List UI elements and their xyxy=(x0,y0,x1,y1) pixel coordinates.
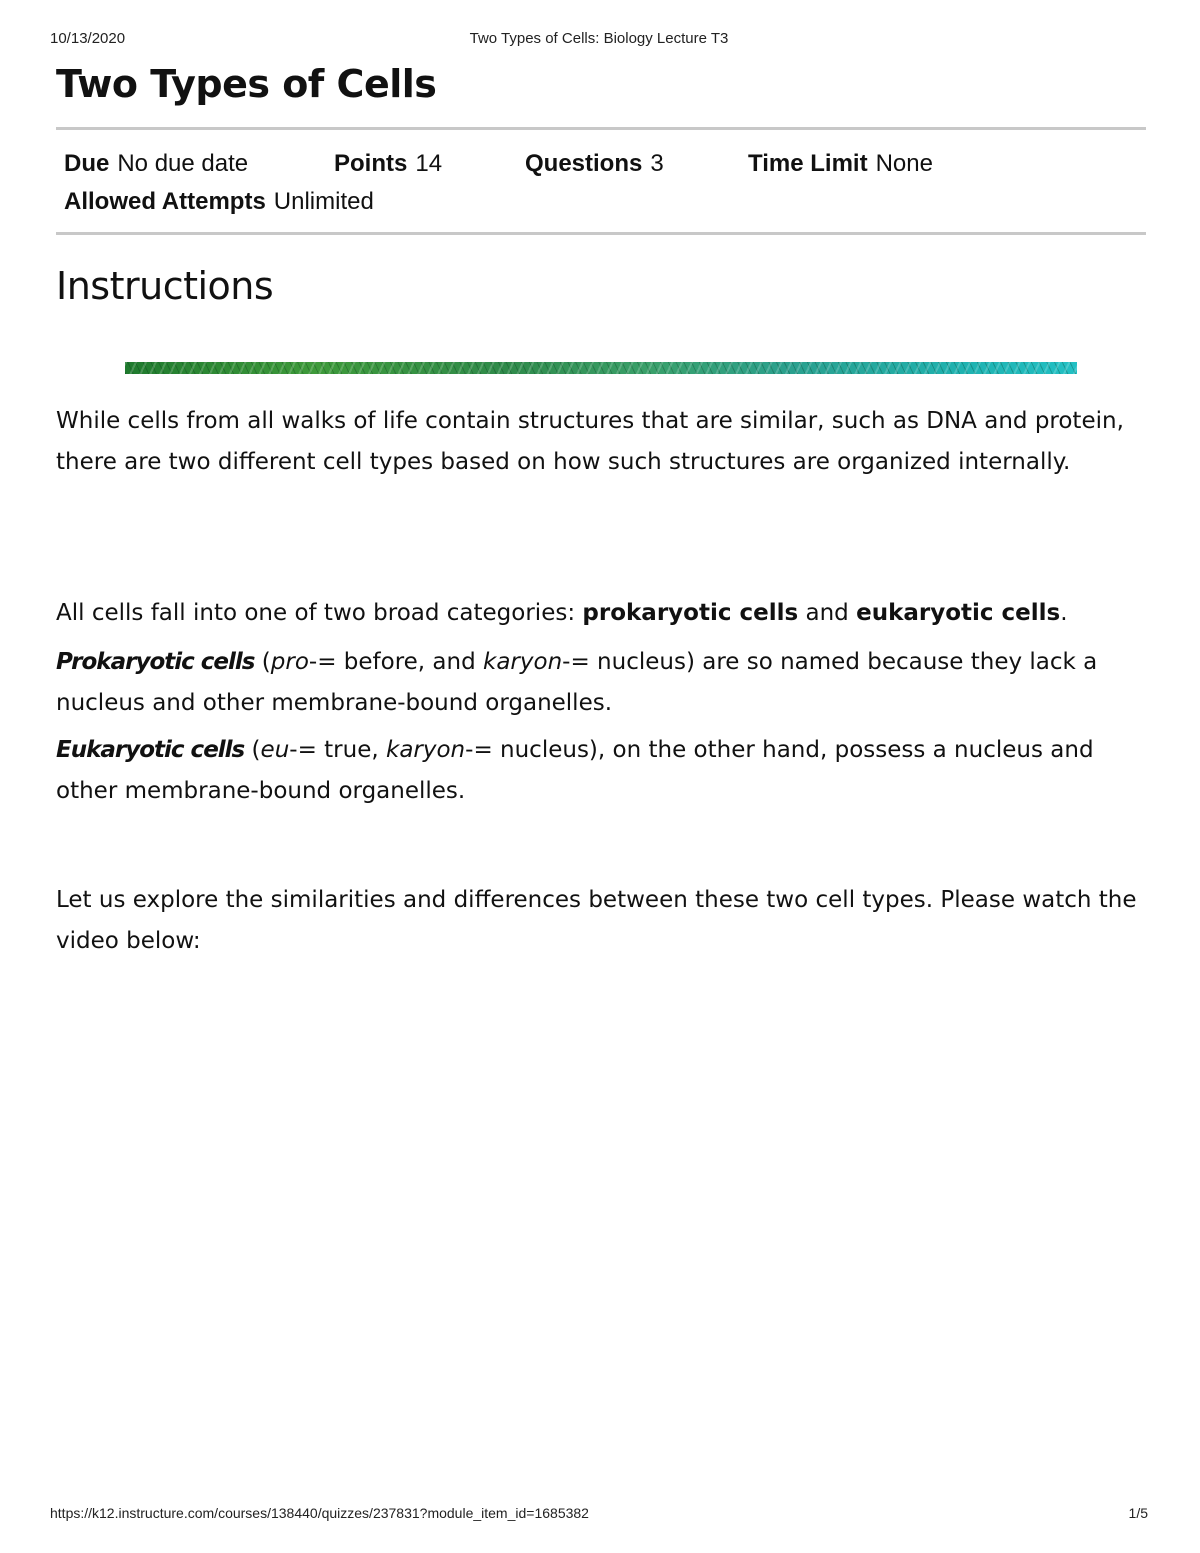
questions-label: Questions xyxy=(525,150,643,177)
prokaryotic-rest: -= nucleus) are so named because they lack a nucleus and other membrane-bound organelles. xyxy=(56,649,1098,716)
print-date: 10/13/2020 xyxy=(50,30,126,47)
attempts-label: Allowed Attempts xyxy=(64,188,266,215)
questions-value: 3 xyxy=(650,150,664,177)
intro-paragraph: While cells from all walks of life contain structures that are similar, such as DNA and protein, there are two different cell types based on how such structures are organized internally. xyxy=(56,408,1124,475)
meta-allowed-attempts xyxy=(64,188,374,216)
time-limit-value: None xyxy=(875,150,933,177)
categories-paragraph xyxy=(56,593,1156,634)
prokaryotic-prefix: pro xyxy=(270,649,309,675)
categories-lead: All cells fall into one of two broad categories: xyxy=(56,600,583,626)
points-value: 14 xyxy=(415,150,443,177)
eukaryotic-term: Eukaryotic cells xyxy=(56,737,245,763)
meta-points xyxy=(334,150,442,178)
print-document-title: Two Types of Cells: Biology Lecture T3 xyxy=(469,30,729,47)
meta-due xyxy=(64,150,248,178)
term-eukaryotic: eukaryotic cells xyxy=(856,600,1061,626)
instructions-heading: Instructions xyxy=(56,264,274,308)
attempts-value: Unlimited xyxy=(273,188,374,215)
due-value: No due date xyxy=(117,150,249,177)
meta-questions xyxy=(525,150,664,178)
prokaryotic-root: karyon xyxy=(483,649,563,675)
divider-top xyxy=(56,127,1146,130)
prokaryotic-open: ( xyxy=(254,649,271,675)
categories-end: . xyxy=(1060,600,1068,626)
prokaryotic-def: -= before, and xyxy=(308,649,484,675)
quiz-title: Two Types of Cells xyxy=(56,62,437,106)
prokaryotic-term: Prokaryotic cells xyxy=(56,649,255,675)
video-intro-paragraph: Let us explore the similarities and differences between these two cell types. Please watch the video below: xyxy=(56,887,1137,954)
eukaryotic-rest: -= nucleus), on the other hand, possess a nucleus and other membrane-bound organelles. xyxy=(56,737,1094,804)
term-prokaryotic: prokaryotic cells xyxy=(582,600,799,626)
eukaryotic-open: ( xyxy=(244,737,261,763)
categories-mid: and xyxy=(798,600,857,626)
meta-time-limit xyxy=(748,150,933,178)
page-number: 1/5 xyxy=(1128,1505,1148,1521)
divider-bottom xyxy=(56,232,1146,235)
points-label: Points xyxy=(334,150,408,177)
print-url: https://k12.instructure.com/courses/138440/quizzes/237831?module_item_id=1685382 xyxy=(50,1505,589,1521)
time-limit-label: Time Limit xyxy=(748,150,868,177)
print-header xyxy=(50,30,1148,50)
eukaryotic-root: karyon xyxy=(386,737,466,763)
banner-image xyxy=(125,362,1077,374)
prokaryotic-paragraph xyxy=(56,642,1156,724)
eukaryotic-paragraph xyxy=(56,730,1156,812)
eukaryotic-prefix: eu xyxy=(260,737,290,763)
print-footer xyxy=(50,1505,1148,1525)
due-label: Due xyxy=(64,150,110,177)
eukaryotic-def: -= true, xyxy=(289,737,386,763)
